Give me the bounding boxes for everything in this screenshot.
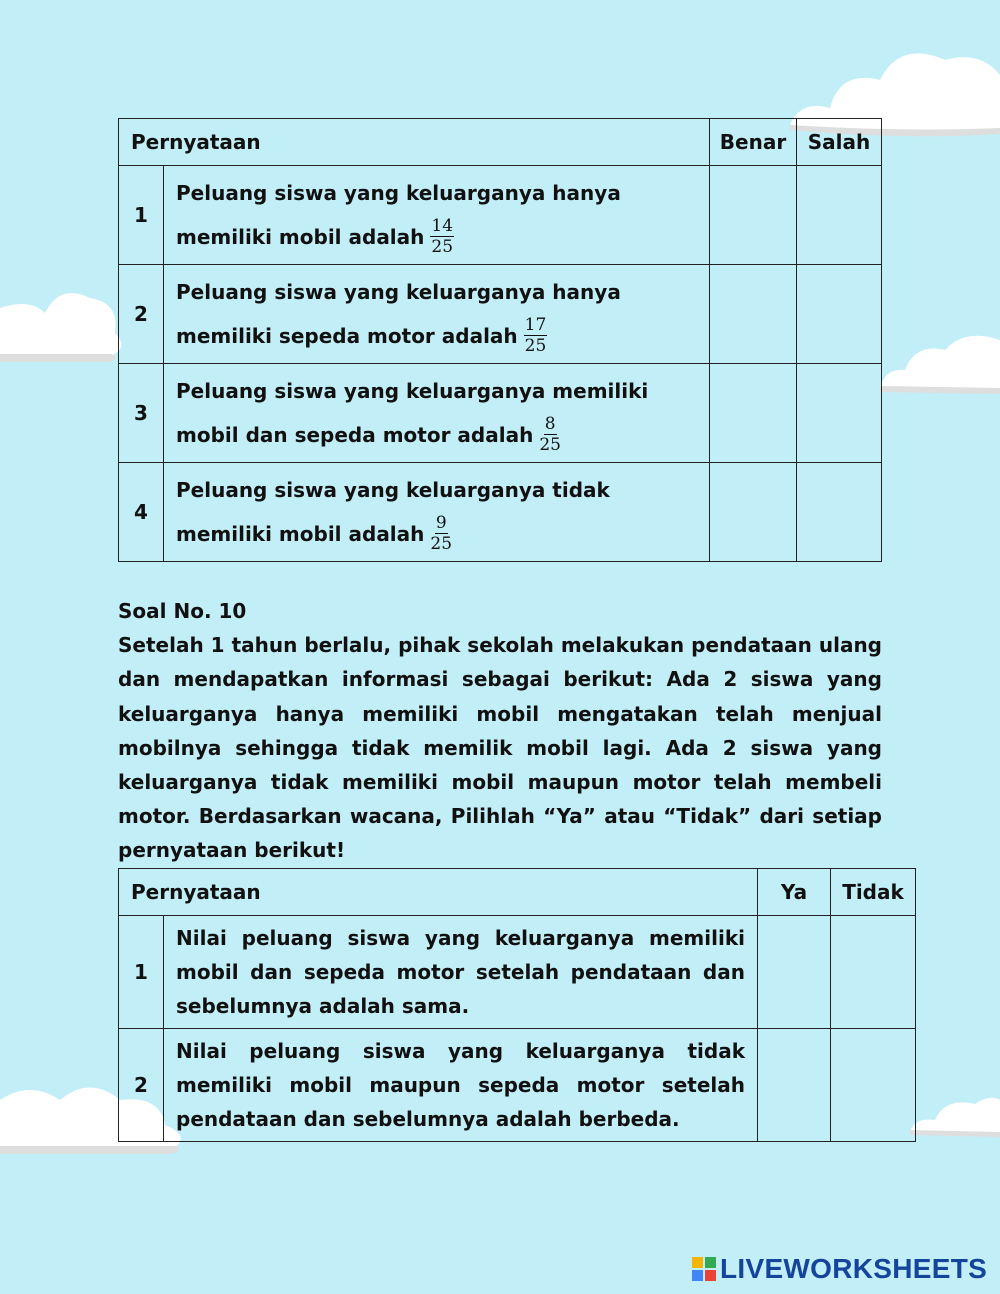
fraction — [539, 414, 561, 455]
statement-label: Peluang siswa yang keluarganya tidak memiliki mobil adalah — [176, 478, 610, 546]
logo-blocks-icon — [692, 1257, 716, 1281]
statement-text — [164, 166, 710, 265]
cloud-bottom-right — [905, 1082, 1000, 1142]
row-number: 1 — [119, 166, 164, 265]
fraction-numerator: 9 — [435, 513, 447, 533]
fraction-numerator: 8 — [544, 414, 556, 434]
answer-cell-benar[interactable] — [710, 463, 797, 562]
answer-cell-ya[interactable] — [758, 916, 831, 1029]
fraction-numerator: 17 — [524, 315, 547, 335]
table-header-row — [119, 869, 916, 916]
answer-cell-salah[interactable] — [797, 364, 882, 463]
statement-text: Nilai peluang siswa yang keluarganya memiliki mobil dan sepeda motor setelah pendataan dan sebelumnya adalah sama. — [164, 916, 758, 1029]
answer-cell-benar[interactable] — [710, 166, 797, 265]
table-row — [119, 265, 882, 364]
question-title: Soal No. 10 — [118, 599, 247, 623]
brand-wordmark: LIVEWORKSHEETS — [720, 1253, 988, 1284]
answer-cell-salah[interactable] — [797, 166, 882, 265]
row-number: 4 — [119, 463, 164, 562]
table-row — [119, 916, 916, 1029]
header-salah: Salah — [797, 119, 882, 166]
answer-cell-salah[interactable] — [797, 265, 882, 364]
answer-cell-ya[interactable] — [758, 1029, 831, 1142]
fraction — [430, 216, 454, 257]
fraction — [430, 513, 452, 554]
table-row — [119, 463, 882, 562]
answer-cell-tidak[interactable] — [831, 1029, 916, 1142]
question-paragraph: Setelah 1 tahun berlalu, pihak sekolah melakukan pendataan ulang dan mendapatkan informasi sebagai berikut: Ada 2 siswa yang keluarganya hanya memiliki mobil mengatakan telah menjual mobilnya sehingga tidak memilik mobil lagi. Ada 2 siswa yang keluarganya tidak memiliki mobil maupun motor telah membeli motor. Berdasarkan wacana, Pilihlah “Ya” atau “Tidak” dari setiap pernyataan berikut! — [118, 633, 882, 863]
cloud-right-middle — [870, 318, 1000, 398]
statement-text — [164, 364, 710, 463]
statement-table-1 — [118, 118, 882, 562]
header-ya: Ya — [758, 869, 831, 916]
header-tidak: Tidak — [831, 869, 916, 916]
header-statement: Pernyataan — [119, 119, 710, 166]
liveworksheets-logo — [692, 1254, 987, 1284]
row-number: 3 — [119, 364, 164, 463]
table-header-row — [119, 119, 882, 166]
table-row — [119, 1029, 916, 1142]
question-10 — [118, 594, 882, 868]
answer-cell-benar[interactable] — [710, 364, 797, 463]
statement-text — [164, 463, 710, 562]
statement-label: Peluang siswa yang keluarganya hanya memiliki mobil adalah — [176, 181, 621, 249]
statement-text — [164, 265, 710, 364]
fraction-denominator: 25 — [524, 336, 547, 356]
statement-table-2 — [118, 868, 916, 1142]
fraction-denominator: 25 — [431, 237, 454, 257]
row-number: 2 — [119, 1029, 164, 1142]
answer-cell-tidak[interactable] — [831, 916, 916, 1029]
statement-text: Nilai peluang siswa yang keluarganya tidak memiliki mobil maupun sepeda motor setelah pendataan dan sebelumnya adalah berbeda. — [164, 1029, 758, 1142]
answer-cell-benar[interactable] — [710, 265, 797, 364]
header-benar: Benar — [710, 119, 797, 166]
answer-cell-salah[interactable] — [797, 463, 882, 562]
fraction — [524, 315, 548, 356]
fraction-numerator: 14 — [431, 216, 454, 236]
header-statement: Pernyataan — [119, 869, 758, 916]
table-row — [119, 166, 882, 265]
table-row — [119, 364, 882, 463]
statement-label: Peluang siswa yang keluarganya hanya memiliki sepeda motor adalah — [176, 280, 621, 348]
statement-label: Peluang siswa yang keluarganya memiliki mobil dan sepeda motor adalah — [176, 379, 649, 447]
row-number: 2 — [119, 265, 164, 364]
row-number: 1 — [119, 916, 164, 1029]
fraction-denominator: 25 — [539, 435, 561, 455]
cloud-left — [0, 268, 130, 368]
fraction-denominator: 25 — [430, 534, 453, 554]
